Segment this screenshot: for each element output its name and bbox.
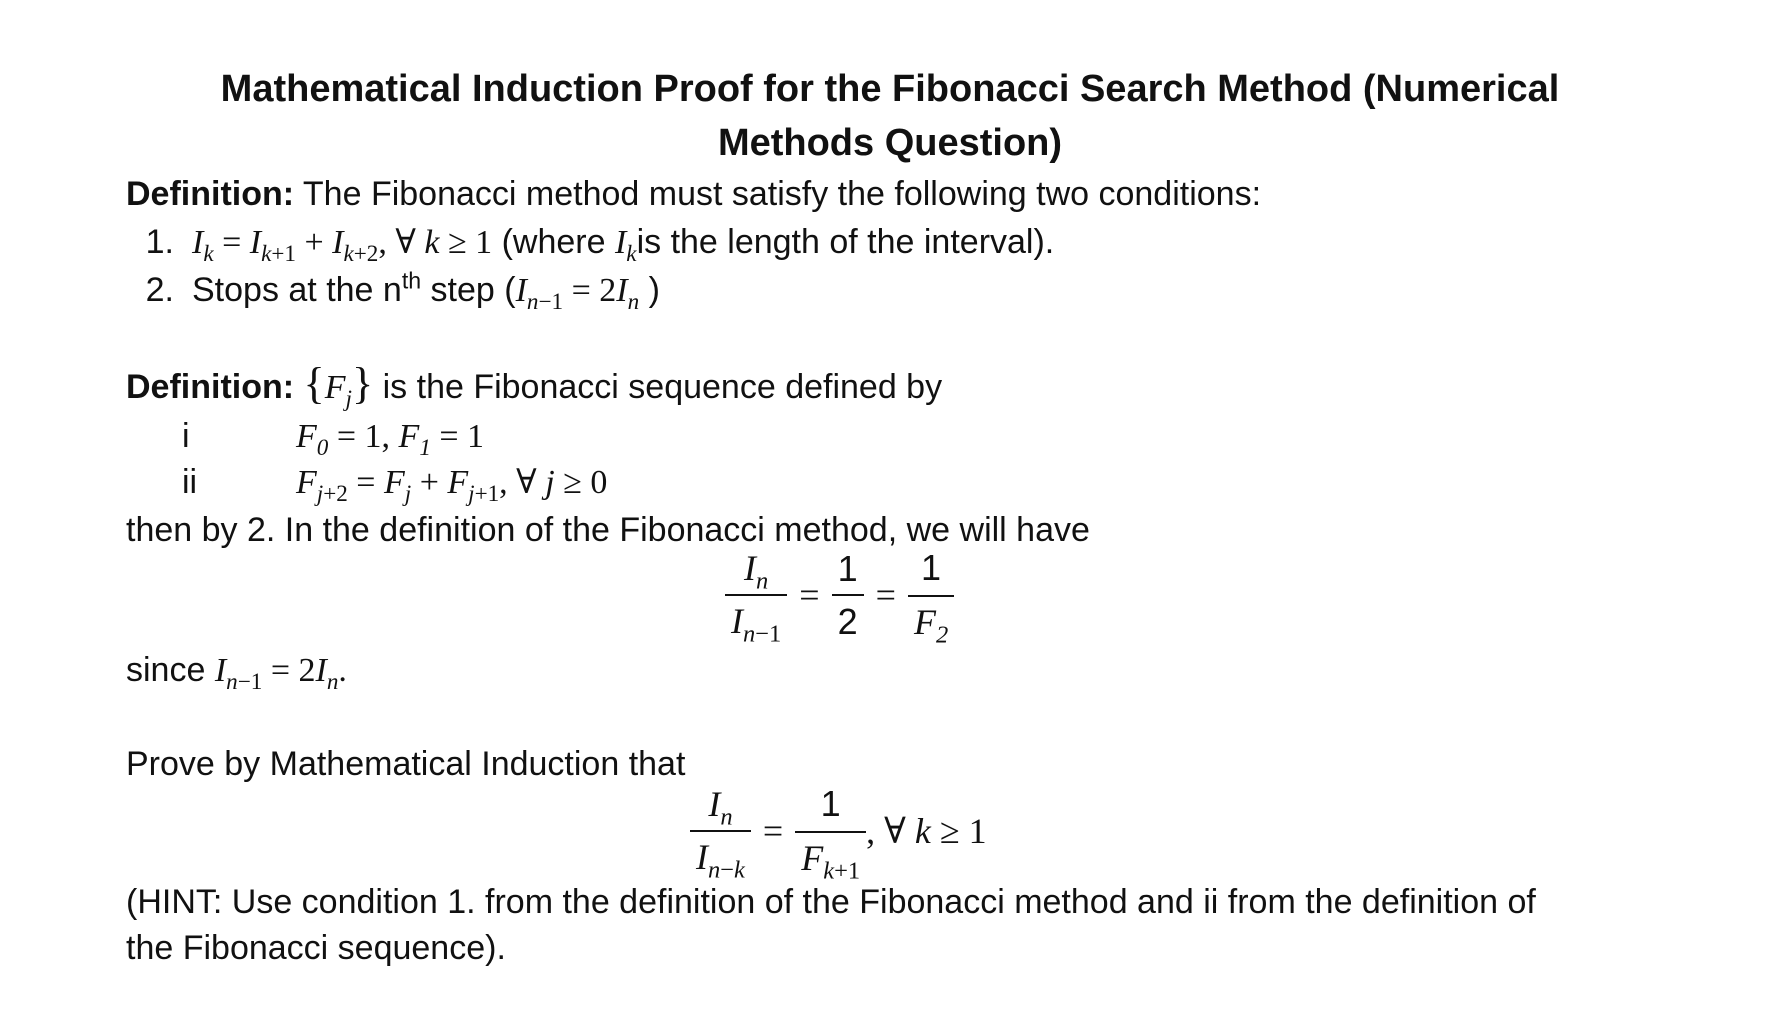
condition-1 [126,220,1055,268]
condition-2-text-end: step ( [421,271,516,309]
condition-2-superscript: th [401,267,422,294]
ratio-equation: $\frac{I_n}{I_{n-1}}$ = $\frac{1}{2}$ = $\frac{1}{F_2}$ [725,548,954,642]
fib-recurrence: $F_{j+2} = F_j + F_{j+1}$, ∀ j ≥ 0 [296,464,608,508]
prove-text: Prove by Mathematical Induction that [126,745,686,783]
definition-1 [126,172,1261,216]
definition-2-text: is the Fibonacci sequence defined by [373,368,943,406]
roman-ii: ii [182,463,198,501]
roman-i: i [182,417,190,455]
then-text: then by 2. In the definition of the Fibonacci method, we will have [126,511,1090,549]
condition-2: 2. Stops at the $n^{th}$ step ($I_{n-1} = 2I_n$ ) [126,268,660,313]
condition-1-note-end: is the length of the interval). [636,223,1055,261]
induction-claim-equation: $\frac{I_n}{I_{n-k}}$ = $\frac{1}{F_{k+1}}$ , ∀ k ≥ 1 [690,784,987,878]
interval-length-symbol: $I_k$ [614,224,637,268]
page-title: Mathematical Induction Proof for the Fibonacci Search Method (Numerical Methods Question) [220,68,1560,164]
condition-2-number: 2. [145,271,174,309]
hint-line-2: the Fibonacci sequence). [126,929,506,967]
condition-2-text: Stops at the n [192,271,402,309]
since-line: since $I_{n-1} = 2I_n$. [126,651,347,696]
definition-2-label: Definition: [126,368,295,406]
hint-line-1: (HINT: Use condition 1. from the definition of the Fibonacci method and ii from the definition of [126,883,1536,921]
condition-1-formula: $I_k = I_{k+1} + I_{k+2}$, ∀ k ≥ 1 [192,224,493,268]
definition-2 [126,359,943,413]
definition-1-label: Definition: [126,175,295,213]
condition-2-formula: $I_{n-1} = 2I_n$ [515,272,640,316]
condition-1-note: (where [492,223,615,261]
since-text: since [126,651,215,689]
condition-1-number: 1. [145,223,174,261]
definition-1-text: The Fibonacci method must satisfy the following two conditions: [294,175,1262,213]
fib-initial-conditions: $F_0 = 1$, $F_1 = 1$ [296,418,485,462]
fibonacci-sequence-symbol: $\{F_j\}$ [303,359,374,413]
